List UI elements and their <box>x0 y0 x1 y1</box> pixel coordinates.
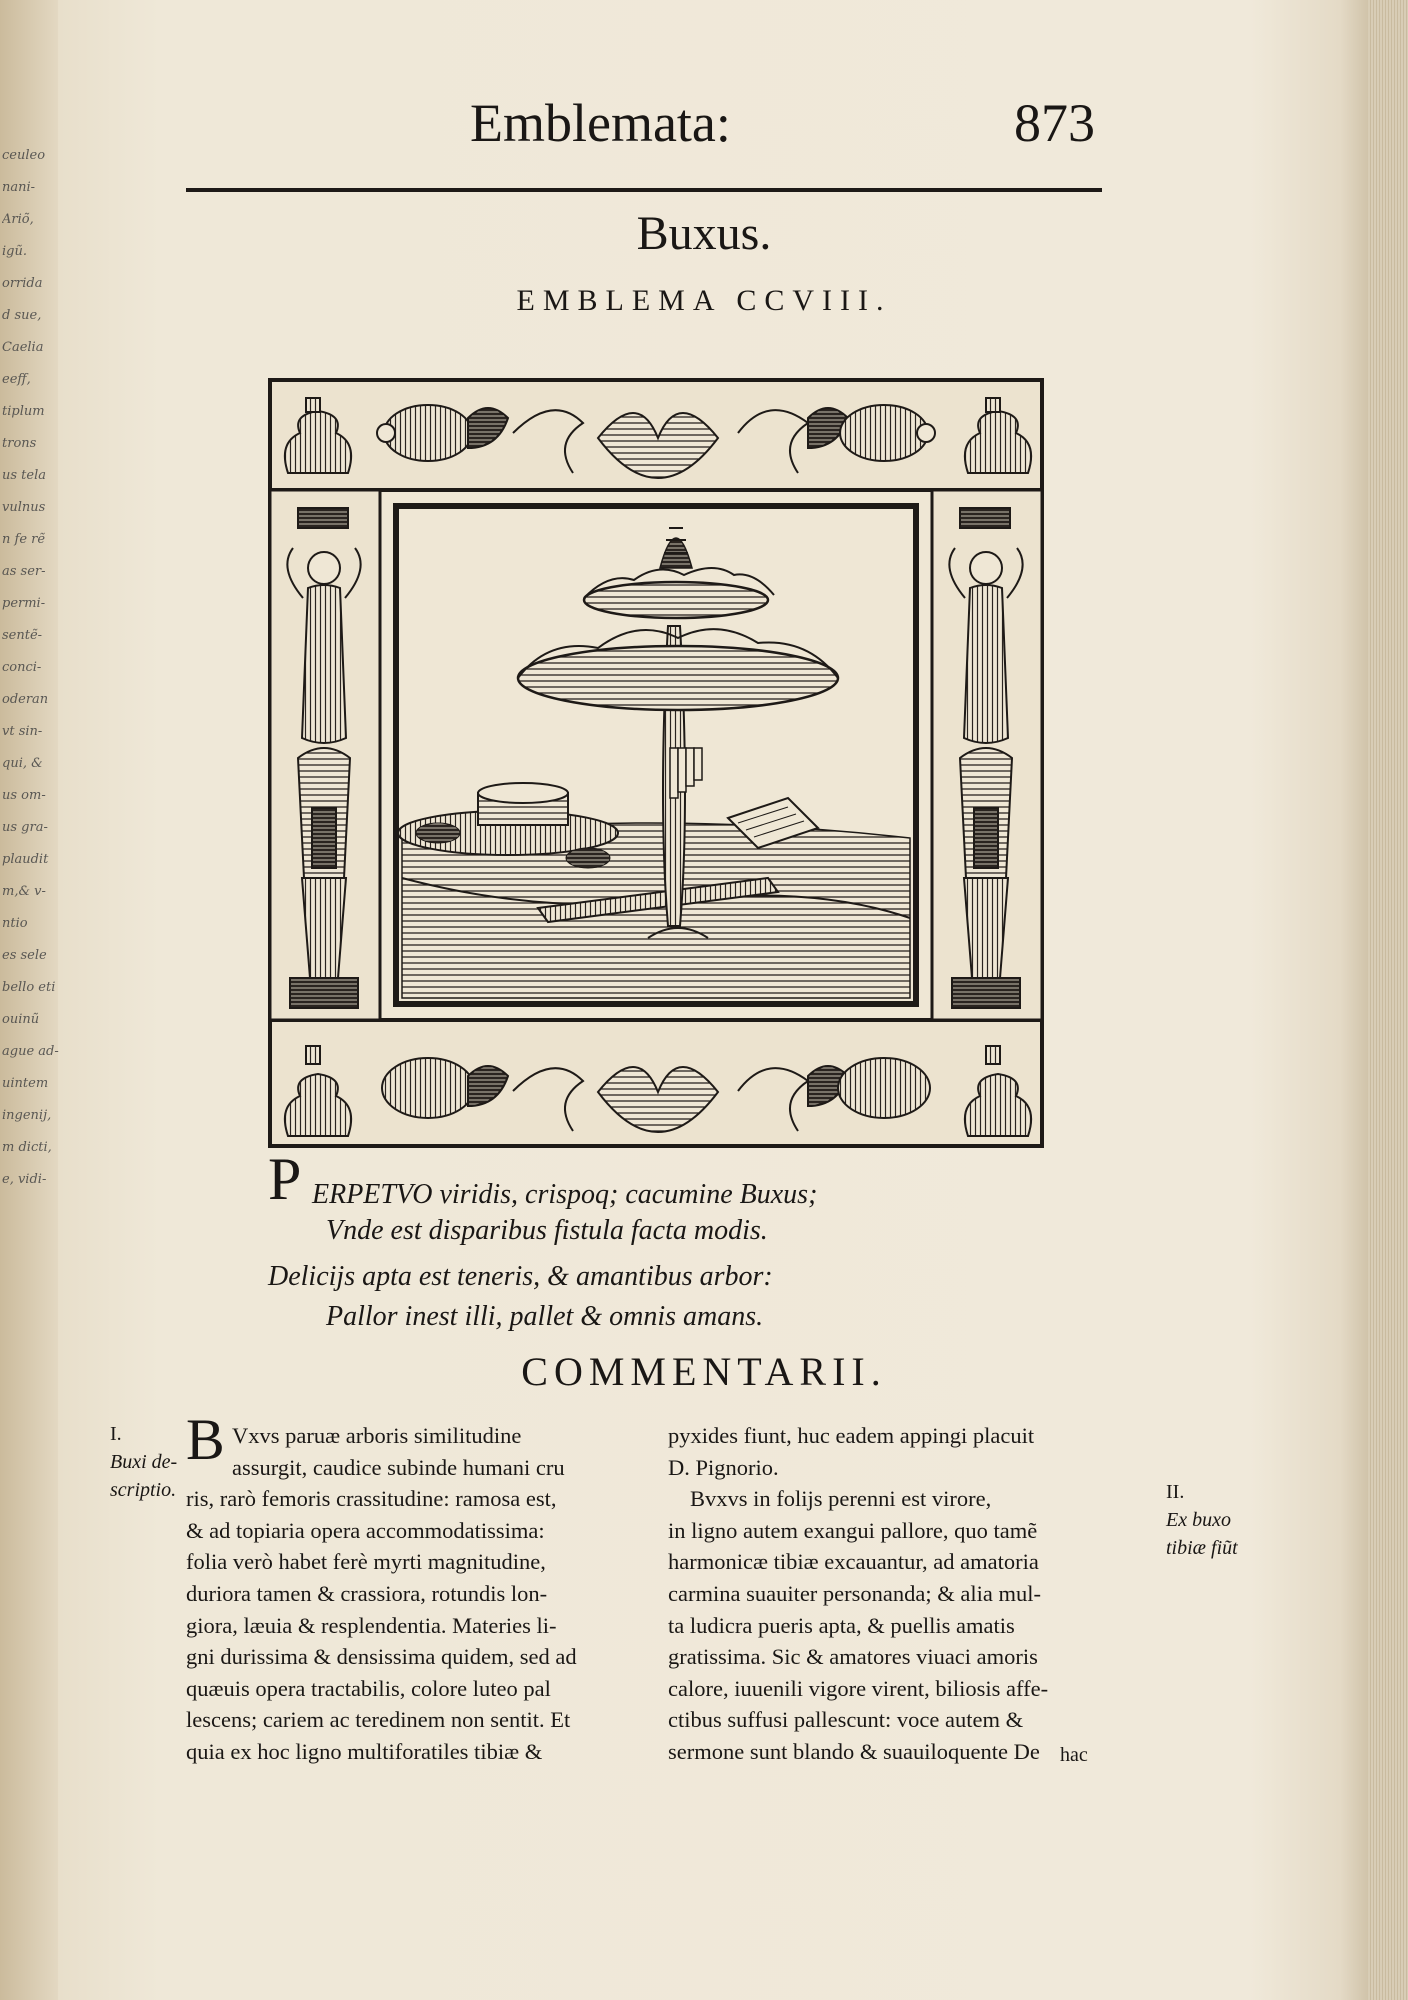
verse-line-3: Delicijs apta est teneris, & amantibus arbor: <box>268 1261 773 1292</box>
previous-page-line: permi- <box>2 596 46 611</box>
commentary-left-line: Vxvs paruæ arboris similitudine <box>232 1423 522 1448</box>
commentary-right-line: harmonicæ tibiæ excauantur, ad amatoria <box>668 1549 1039 1575</box>
commentary-right-line: sermone sunt blando & suauiloquente De <box>668 1738 1040 1764</box>
previous-page-line: orrida <box>2 276 43 291</box>
previous-page-line: m dicti, <box>2 1140 52 1155</box>
previous-page-line: vt sin- <box>2 724 43 739</box>
commentary-left-line: ris, rarò femoris crassitudine: ramosa est, <box>186 1486 557 1512</box>
previous-page-line: ceuleo <box>2 148 46 163</box>
commentary-left-line: quæuis opera tractabilis, colore luteo pal <box>186 1675 551 1701</box>
commentary-right-line: D. Pignorio. <box>668 1454 779 1480</box>
previous-page-line: bello eti <box>2 980 56 995</box>
previous-page-line: as ser- <box>2 564 46 579</box>
previous-page-line: conci- <box>2 660 42 675</box>
commentary-right-line: pyxides fiunt, huc eadem appingi placuit <box>668 1423 1035 1448</box>
previous-page-line: tiplum <box>2 404 45 419</box>
commentary-left-line: folia verò habet ferè myrti magnitudine, <box>186 1549 546 1575</box>
commentary-heading: COMMENTARII. <box>521 1349 887 1394</box>
verse-line-4: Pallor inest illi, pallet & omnis amans. <box>326 1301 764 1332</box>
margin-note-left-number: I. <box>110 1423 122 1445</box>
commentary-right-line: calore, iuuenili vigore virent, biliosis affe- <box>668 1675 1049 1701</box>
previous-page-line: ntio <box>2 916 28 931</box>
previous-page-line: qui, & <box>2 756 43 771</box>
commentary-right-line: in ligno autem exangui pallore, quo tamẽ <box>668 1517 1038 1543</box>
previous-page-line: m,& v- <box>2 884 46 899</box>
commentary-right-line: ctibus suffusi pallescunt: voce autem & <box>668 1707 1024 1733</box>
previous-page-line: us gra- <box>2 820 48 835</box>
previous-page-line: Caelia <box>2 340 44 355</box>
previous-page-line: vulnus <box>2 500 46 515</box>
emblem-title: Buxus. <box>636 207 772 260</box>
commentary-right-line: carmina suauiter personanda; & alia mul- <box>668 1580 1041 1606</box>
emblem-number: EMBLEMA CCVIII. <box>516 284 892 317</box>
margin-note-right-line-2: tibiæ fiũt <box>1166 1537 1238 1559</box>
commentary-left-line: gni durissima & densissima quidem, sed ad <box>186 1644 577 1670</box>
previous-page-line: ouinũ <box>2 1012 40 1027</box>
running-head: Emblemata: <box>470 93 731 153</box>
commentary-right-column <box>668 1420 1148 1768</box>
previous-page-line: nani- <box>2 180 36 195</box>
previous-page-line: ingenij, <box>2 1108 52 1123</box>
verse-line-2: Vnde est disparibus fistula facta modis. <box>326 1215 768 1246</box>
margin-note-right-line-1: Ex buxo <box>1166 1509 1231 1531</box>
previous-page-line: Ariõ, <box>2 212 34 227</box>
margin-note-left-line-2: scriptio. <box>110 1479 177 1501</box>
commentary-right-line: Bvxvs in folijs perenni est virore, <box>690 1486 992 1512</box>
verse-initial: P <box>268 1146 302 1212</box>
commentary-left-column <box>186 1407 648 1768</box>
previous-page-line: igũ. <box>2 244 27 259</box>
commentary-left-line: & ad topiaria opera accommodatissima: <box>186 1517 545 1543</box>
margin-note-right <box>1166 1478 1238 1562</box>
previous-page-line: oderan <box>2 692 49 707</box>
margin-note-left-line-1: Buxi de- <box>110 1451 178 1473</box>
header-rule <box>186 188 1102 192</box>
commentary-left-line: quia ex hoc ligno multiforatiles tibiæ & <box>186 1738 543 1764</box>
previous-page-line: n fe rẽ <box>2 532 46 547</box>
commentary-initial: B <box>186 1407 225 1472</box>
margin-note-left <box>110 1420 177 1504</box>
previous-page-line: plaudit <box>2 852 49 867</box>
commentary-left-line: giora, læuia & resplendentia. Materies li- <box>186 1612 557 1638</box>
commentary-right-line: gratissima. Sic & amatores viuaci amoris <box>668 1644 1038 1670</box>
commentary-right-line: ta ludicra pueris apta, & puellis amatis <box>668 1612 1015 1638</box>
previous-page-line: e, vidi- <box>2 1172 47 1187</box>
previous-page-line: sentẽ- <box>2 628 43 643</box>
previous-page-line: d sue, <box>2 308 42 323</box>
catchword: hac <box>1060 1744 1088 1766</box>
previous-page-line: es sele <box>2 948 47 963</box>
previous-page-line: uintem <box>2 1076 49 1091</box>
previous-page-line: ague ad- <box>2 1044 59 1059</box>
woodcut-illustration <box>268 378 1044 1148</box>
commentary-left-line: lescens; cariem ac teredinem non sentit. Et <box>186 1707 571 1733</box>
verse-line-1: ERPETVO viridis, crispoq; cacumine Buxus; <box>312 1179 818 1210</box>
previous-page-line: us tela <box>2 468 47 483</box>
previous-page-line: eeff, <box>2 372 31 387</box>
commentary-left-line: duriora tamen & crassiora, rotundis lon- <box>186 1580 548 1606</box>
page-number: 873 <box>1014 93 1095 153</box>
commentary-left-line: assurgit, caudice subinde humani cru <box>232 1454 565 1480</box>
previous-page-line: trons <box>2 436 37 451</box>
previous-page-line: us om- <box>2 788 46 803</box>
margin-note-right-number: II. <box>1166 1481 1185 1503</box>
